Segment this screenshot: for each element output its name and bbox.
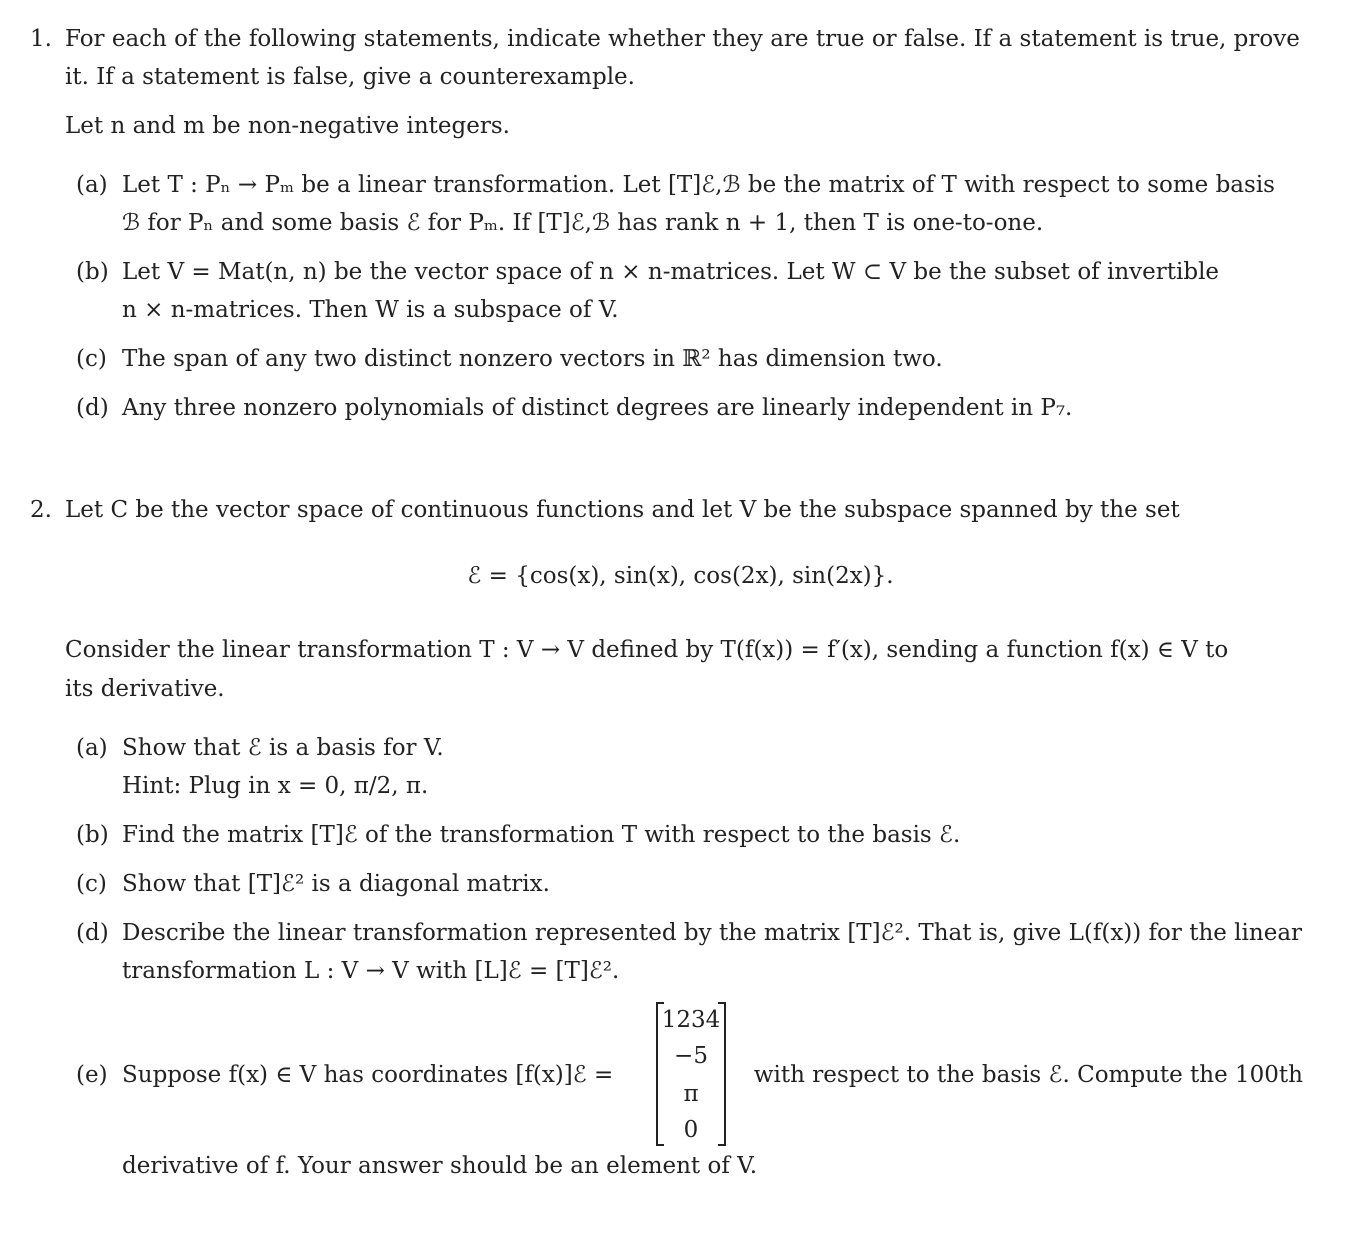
question-1-let: Let n and m be non-negative integers.	[65, 113, 510, 139]
q1-part-d-text: Any three nonzero polynomials of distinct degrees are linearly independent in P₇.	[122, 395, 1073, 421]
q2-part-b-label: (b)	[76, 822, 109, 848]
vector-entry-4: 0	[683, 1117, 699, 1143]
q2-part-e-line2: derivative of f. Your answer should be an element of V.	[122, 1153, 758, 1179]
q2-part-d-line2: transformation L : V → V with [L]ℰ = [T]ℰ².	[122, 958, 620, 984]
q2-part-a-hint: Hint: Plug in x = 0, π/2, π.	[122, 773, 429, 799]
q1-part-c-text: The span of any two distinct nonzero vectors in ℝ² has dimension two.	[122, 346, 943, 372]
q1-part-a-label: (a)	[76, 172, 108, 198]
vector-entry-2: −5	[674, 1043, 708, 1069]
q2-part-b-text: Find the matrix [T]ℰ of the transformation T with respect to the basis ℰ.	[122, 822, 961, 848]
q1-part-a-line1: Let T : Pₙ → Pₘ be a linear transformation. Let [T]ℰ,ℬ be the matrix of T with respect to some basis	[122, 172, 1275, 198]
question-2-consider-line1: Consider the linear transformation T : V → V defined by T(f(x)) = f′(x), sending a function f(x) ∈ V to	[65, 637, 1229, 663]
basis-set-equation: ℰ = {cos(x), sin(x), cos(2x), sin(2x)}.	[467, 563, 894, 589]
q1-part-d-label: (d)	[76, 395, 109, 421]
question-2-consider-line2: its derivative.	[65, 676, 225, 702]
q2-part-a-label: (a)	[76, 735, 108, 761]
q2-part-d-line1: Describe the linear transformation represented by the matrix [T]ℰ². That is, give L(f(x)) for the linear	[122, 920, 1303, 946]
question-1-intro-line2: it. If a statement is false, give a counterexample.	[65, 64, 635, 90]
q2-part-d-label: (d)	[76, 920, 109, 946]
q2-part-e-post: with respect to the basis ℰ. Compute the 100th	[753, 1062, 1303, 1088]
q1-part-b-line2: n × n-matrices. Then W is a subspace of V.	[122, 297, 619, 323]
q2-part-e-label: (e)	[76, 1062, 108, 1088]
question-1-intro-line1: For each of the following statements, indicate whether they are true or false. If a statement is true, prove	[65, 26, 1300, 52]
q1-part-c-label: (c)	[76, 346, 107, 372]
q1-part-b-line1: Let V = Mat(n, n) be the vector space of n × n-matrices. Let W ⊂ V be the subset of invertible	[122, 259, 1220, 285]
question-1-number: 1.	[30, 26, 52, 52]
q1-part-a-line2: ℬ for Pₙ and some basis ℰ for Pₘ. If [T]ℰ,ℬ has rank n + 1, then T is one-to-one.	[122, 210, 1044, 236]
question-2-number: 2.	[30, 497, 52, 523]
q2-part-a-text: Show that ℰ is a basis for V.	[122, 735, 444, 761]
vector-entry-3: π	[683, 1081, 699, 1107]
question-2-intro: Let C be the vector space of continuous functions and let V be the subspace spanned by the set	[65, 497, 1180, 523]
q2-part-c-text: Show that [T]ℰ² is a diagonal matrix.	[122, 871, 550, 897]
q2-part-e-pre: Suppose f(x) ∈ V has coordinates [f(x)]ℰ =	[122, 1062, 614, 1088]
q1-part-b-label: (b)	[76, 259, 109, 285]
vector-entry-1: 1234	[661, 1007, 721, 1033]
q2-part-c-label: (c)	[76, 871, 107, 897]
coordinate-vector	[656, 1002, 726, 1146]
